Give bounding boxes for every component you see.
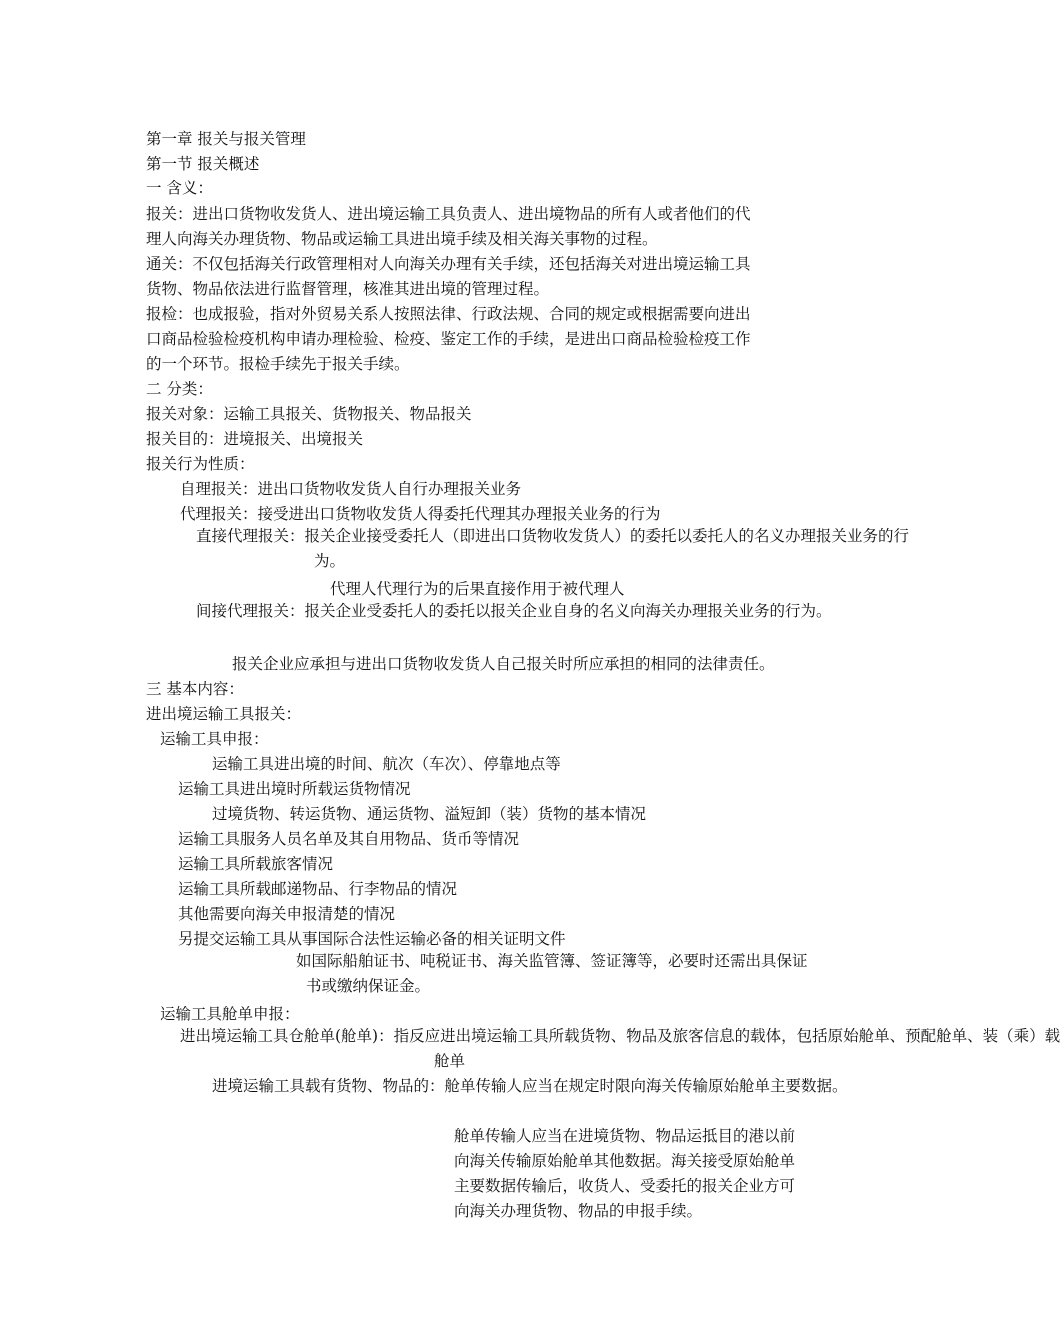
- para-tongguan-line2: 货物、物品依法进行监督管理，核准其进出境的管理过程。: [146, 280, 550, 298]
- para-baojian-line1: 报检：也成报验，指对外贸易关系人按照法律、行政法规、合同的规定或根据需要向进出: [146, 305, 751, 323]
- manifest-label: 进出境运输工具仓舱单(舱单)：: [180, 1027, 394, 1045]
- direct-agent-label: 直接代理报关：: [196, 527, 305, 545]
- line-tool-declare: 运输工具申报：: [160, 730, 269, 748]
- item-certificates: 另提交运输工具从事国际合法性运输必备的相关证明文件: [178, 930, 566, 948]
- manifest-text: 指反应进出境运输工具所载货物、物品及旅客信息的载体，包括原始舱单、预配舱单、装（乘）载舱单: [393, 1027, 1061, 1070]
- inbound-text-2: 舱单传输人应当在进境货物、物品运抵目的港以前向海关传输原始舱单其他数据。海关接受原始舱单主要数据传输后，收货人、受委托的报关企业方可向海关办理货物、物品的申报手续。: [454, 1127, 796, 1220]
- item-cargo-detail: 过境货物、转运货物、通运货物、溢短卸（装）货物的基本情况: [212, 805, 647, 823]
- para-baoguan-line2: 理人向海关办理货物、物品或运输工具进出境手续及相关海关事物的过程。: [146, 230, 658, 248]
- heading-classification: 二 分类：: [146, 380, 213, 398]
- line-self-declare: 自理报关：进出口货物收发货人自行办理报关业务: [180, 480, 522, 498]
- section-title: 第一节 报关概述: [146, 155, 260, 173]
- para-baojian-line2: 口商品检验检疫机构申请办理检验、检疫、鉴定工作的手续，是进出口商品检验检疫工作: [146, 330, 751, 348]
- direct-agent-block: [196, 524, 934, 574]
- manifest-definition-block: [180, 1024, 1064, 1074]
- para-baojian-line3: 的一个环节。报检手续先于报关手续。: [146, 355, 410, 373]
- para-baoguan-line1: 报关：进出口货物收发货人、进出境运输工具负责人、进出境物品的所有人或者他们的代: [146, 205, 751, 223]
- item-passengers: 运输工具所载旅客情况: [178, 855, 334, 873]
- inbound-block: [212, 1074, 1050, 1099]
- direct-agent-note: 代理人代理行为的后果直接作用于被代理人: [330, 580, 625, 598]
- heading-basic-content: 三 基本内容：: [146, 680, 244, 698]
- indirect-agent-label: 间接代理报关：: [196, 602, 305, 620]
- item-crew: 运输工具服务人员名单及其自用物品、货币等情况: [178, 830, 520, 848]
- item-mail-luggage: 运输工具所载邮递物品、行李物品的情况: [178, 880, 458, 898]
- inbound-label: 进境运输工具载有货物、物品的：: [212, 1077, 445, 1095]
- line-agent-declare: 代理报关：接受进出口货物收发货人得委托代理其办理报关业务的行为: [180, 505, 661, 523]
- certificates-detail: 如国际船舶证书、吨税证书、海关监管簿、签证簿等，必要时还需出具保证书或缴纳保证金。: [296, 952, 808, 995]
- item-time-voyage: 运输工具进出境的时间、航次（车次）、停靠地点等: [212, 755, 561, 773]
- inbound-text: 舱单传输人应当在规定时限向海关传输原始舱单主要数据。: [444, 1077, 848, 1095]
- indirect-agent-block: [196, 599, 934, 624]
- item-other: 其他需要向海关申报清楚的情况: [178, 905, 396, 923]
- line-declare-nature: 报关行为性质：: [146, 455, 255, 473]
- chapter-title: 第一章 报关与报关管理: [146, 130, 306, 148]
- line-manifest-declare: 运输工具舱单申报：: [160, 1005, 300, 1023]
- line-transport-declare: 进出境运输工具报关：: [146, 705, 302, 723]
- para-tongguan-line1: 通关：不仅包括海关行政管理相对人向海关办理有关手续，还包括海关对进出境运输工具: [146, 255, 751, 273]
- line-declare-purpose: 报关目的：进境报关、出境报关: [146, 430, 364, 448]
- indirect-agent-note: 报关企业应承担与进出口货物收发货人自己报关时所应承担的相同的法律责任。: [232, 655, 775, 673]
- indirect-agent-text: 报关企业受委托人的委托以报关企业自身的名义向海关办理报关业务的行为。: [304, 602, 832, 620]
- item-cargo: 运输工具进出境时所载运货物情况: [178, 780, 411, 798]
- direct-agent-text: 报关企业接受委托人（即进出口货物收发货人）的委托以委托人的名义办理报关业务的行为。: [304, 527, 910, 570]
- line-declare-object: 报关对象：运输工具报关、货物报关、物品报关: [146, 405, 472, 423]
- heading-meaning: 一 含义：: [146, 179, 213, 197]
